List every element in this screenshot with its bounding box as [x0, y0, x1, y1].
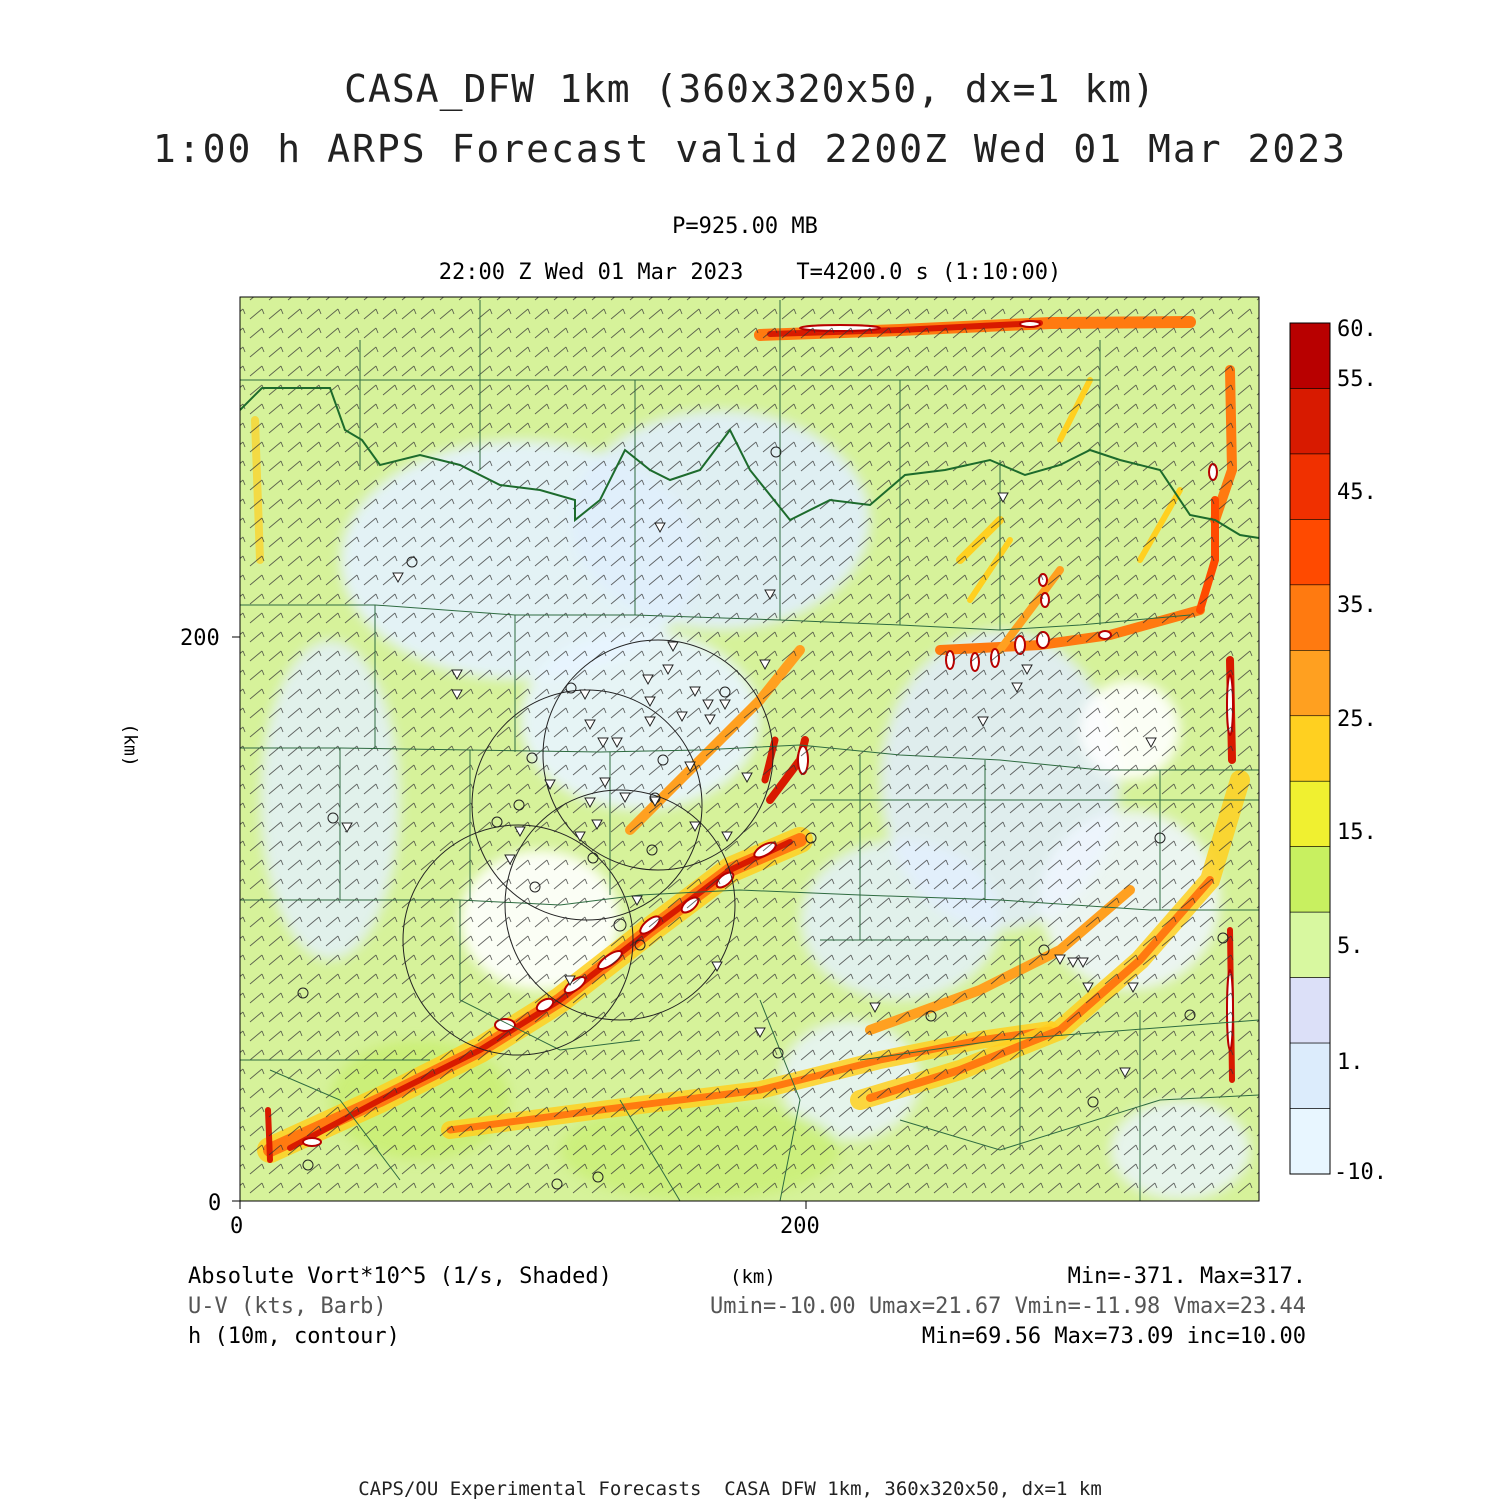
colorbar-label: 60.: [1337, 317, 1377, 342]
colorbar-label: 1.: [1337, 1050, 1364, 1075]
colorbar-label: -10.: [1334, 1160, 1387, 1185]
colorbar-box: [1290, 978, 1330, 1043]
plot-title-line1: CASA_DFW 1km (360x320x50, dx=1 km): [344, 67, 1156, 111]
colorbar-box: [1290, 781, 1330, 846]
colorbar-box: [1290, 585, 1330, 650]
legend-field-wind: U-V (kts, Barb): [188, 1294, 387, 1319]
legend-field-height: h (10m, contour): [188, 1324, 400, 1349]
colorbar-label: 5.: [1337, 934, 1364, 959]
colorbar-box: [1290, 519, 1330, 584]
colorbar-label: 55.: [1337, 367, 1377, 392]
colorbar-label: 25.: [1337, 707, 1377, 732]
colorbar-box: [1290, 650, 1330, 715]
pressure-level: P=925.00 MB: [672, 214, 818, 239]
y-tick-label-200: 200: [180, 626, 220, 651]
legend-stats-height: Min=69.56 Max=73.09 inc=10.00: [921, 1324, 1306, 1349]
colorbar-box: [1290, 388, 1330, 453]
colorbar-label: 15.: [1337, 820, 1377, 845]
colorbar-box: [1290, 912, 1330, 977]
x-axis-label: (km): [730, 1266, 776, 1288]
x-tick-label-0: 0: [230, 1214, 244, 1239]
x-tick-label-200: 200: [780, 1214, 820, 1239]
legend-stats-vorticity: Min=-371. Max=317.: [1067, 1264, 1306, 1289]
y-tick-label-0: 0: [208, 1191, 222, 1216]
colorbar-box: [1290, 323, 1330, 388]
colorbar-box: [1290, 1109, 1330, 1174]
valid-time: 22:00 Z Wed 01 Mar 2023 T=4200.0 s (1:10:00): [438, 260, 1062, 285]
plot-title-line2: 1:00 h ARPS Forecast valid 2200Z Wed 01 Mar 2023: [152, 127, 1348, 171]
legend-stats-wind: Umin=-10.00 Umax=21.67 Vmin=-11.98 Vmax=23.44: [709, 1294, 1306, 1319]
y-axis-label: (km): [119, 723, 141, 767]
footer-credit: CAPS/OU Experimental Forecasts CASA DFW 1km, 360x320x50, dx=1 km: [358, 1478, 1102, 1500]
colorbar-box: [1290, 454, 1330, 519]
colorbar-box: [1290, 716, 1330, 781]
colorbar-label: 35.: [1337, 593, 1377, 618]
colorbar-box: [1290, 1043, 1330, 1108]
colorbar-label: 45.: [1337, 480, 1377, 505]
legend-field-vorticity: Absolute Vort*10^5 (1/s, Shaded): [188, 1264, 612, 1289]
colorbar-box: [1290, 847, 1330, 912]
